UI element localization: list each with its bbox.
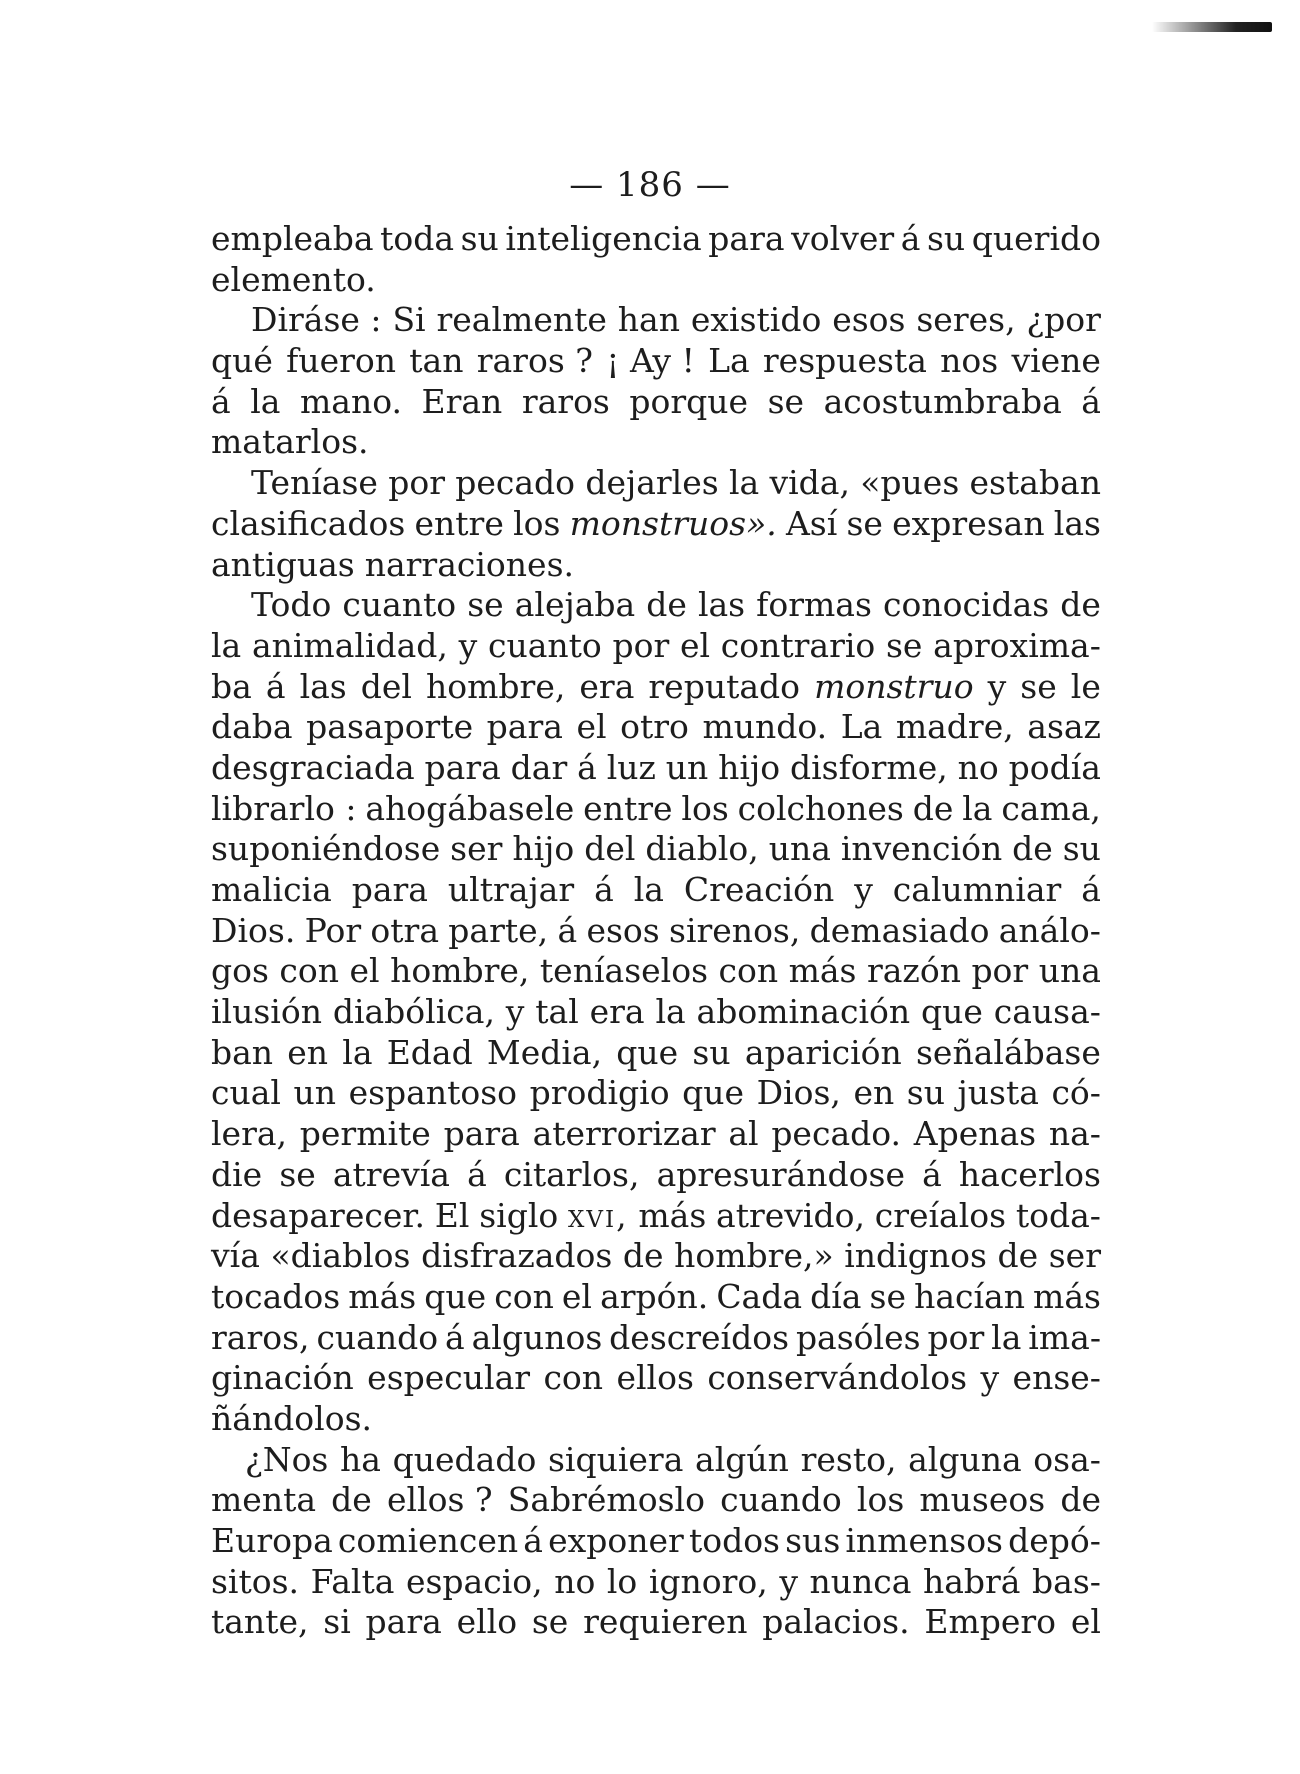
text-line: ba á las del hombre, era reputado monstruo y se le [211,666,1101,706]
page-edge-mark [1152,22,1272,32]
paragraph-start-line: Diráse : Si realmente han existido esos seres, ¿por [251,300,1101,340]
italic-word: monstruos». [569,503,777,543]
text-line: elemento. [211,259,376,299]
text-line: Dios. Por otra parte, á esos sirenos, demasiado análo- [211,910,1101,950]
text-line: ginación especular con ellos conservándolos y ense- [211,1358,1101,1398]
text-line: antiguas narraciones. [211,544,574,584]
page-number: — 186 — [569,165,731,205]
text-line: desaparecer. El siglo xvi, más atrevido, creíalos toda- [211,1195,1101,1235]
text-line: malicia para ultrajar á la Creación y calumniar á [211,870,1101,909]
text-line: ban en la Edad Media, que su aparición señalábase [211,1032,1101,1072]
text-line: suponiéndose ser hijo del diablo, una invención de su [211,829,1101,869]
text-line: daba pasaporte para el otro mundo. La madre, asaz [211,707,1101,747]
text-line: empleaba toda su inteligencia para volver á su querido [211,219,1101,258]
paragraph-start-line: Todo cuanto se alejaba de las formas conocidas de [251,585,1101,625]
text-line: ñándolos. [211,1398,373,1438]
text-line: matarlos. [211,422,369,462]
text-line: cual un espantoso prodigio que Dios, en su justa có- [211,1073,1101,1113]
text-line: clasificados entre los monstruos». Así se expresan las [211,503,1101,543]
text-line: Europa comiencen á exponer todos sus inmensos depó- [211,1521,1101,1560]
text-line: lera, permite para aterrorizar al pecado. Apenas na- [211,1114,1101,1154]
text-line: gos con el hombre, teníaselos con más razón por una [211,951,1101,991]
body-text [211,219,1101,1643]
text-line: die se atrevía á citarlos, apresurándose á hacerlos [211,1154,1101,1194]
italic-word: monstruo [814,666,974,706]
text-line: raros, cuando á algunos descreídos pasóles por la ima- [211,1317,1101,1357]
text-line: sitos. Falta espacio, no lo ignoro, y nunca habrá bas- [211,1561,1101,1601]
text-line: qué fueron tan raros ? ¡ Ay ! La respuesta nos viene [211,341,1101,381]
text-line: desgraciada para dar á luz un hijo disforme, no podía [211,747,1101,787]
text-line: menta de ellos ? Sabrémoslo cuando los museos de [211,1480,1101,1520]
text-line: vía «diablos disfrazados de hombre,» indignos de ser [211,1236,1101,1276]
text-line: á la mano. Eran raros porque se acostumbraba á [211,381,1101,421]
text-line: tocados más que con el arpón. Cada día se hacían más [211,1276,1101,1316]
text-line: ilusión diabólica, y tal era la abominación que causa- [211,992,1101,1032]
paragraph-start-line: ¿Nos ha quedado siquiera algún resto, alguna osa- [245,1439,1101,1479]
paragraph-start-line: Teníase por pecado dejarles la vida, «pues estaban [251,463,1101,503]
text-line: la animalidad, y cuanto por el contrario se aproxima- [211,625,1101,665]
text-line: tante, si para ello se requieren palacios. Empero el [211,1602,1101,1642]
small-caps-numeral: xvi, [568,1195,629,1235]
text-line: librarlo : ahogábasele entre los colchones de la cama, [211,788,1101,828]
